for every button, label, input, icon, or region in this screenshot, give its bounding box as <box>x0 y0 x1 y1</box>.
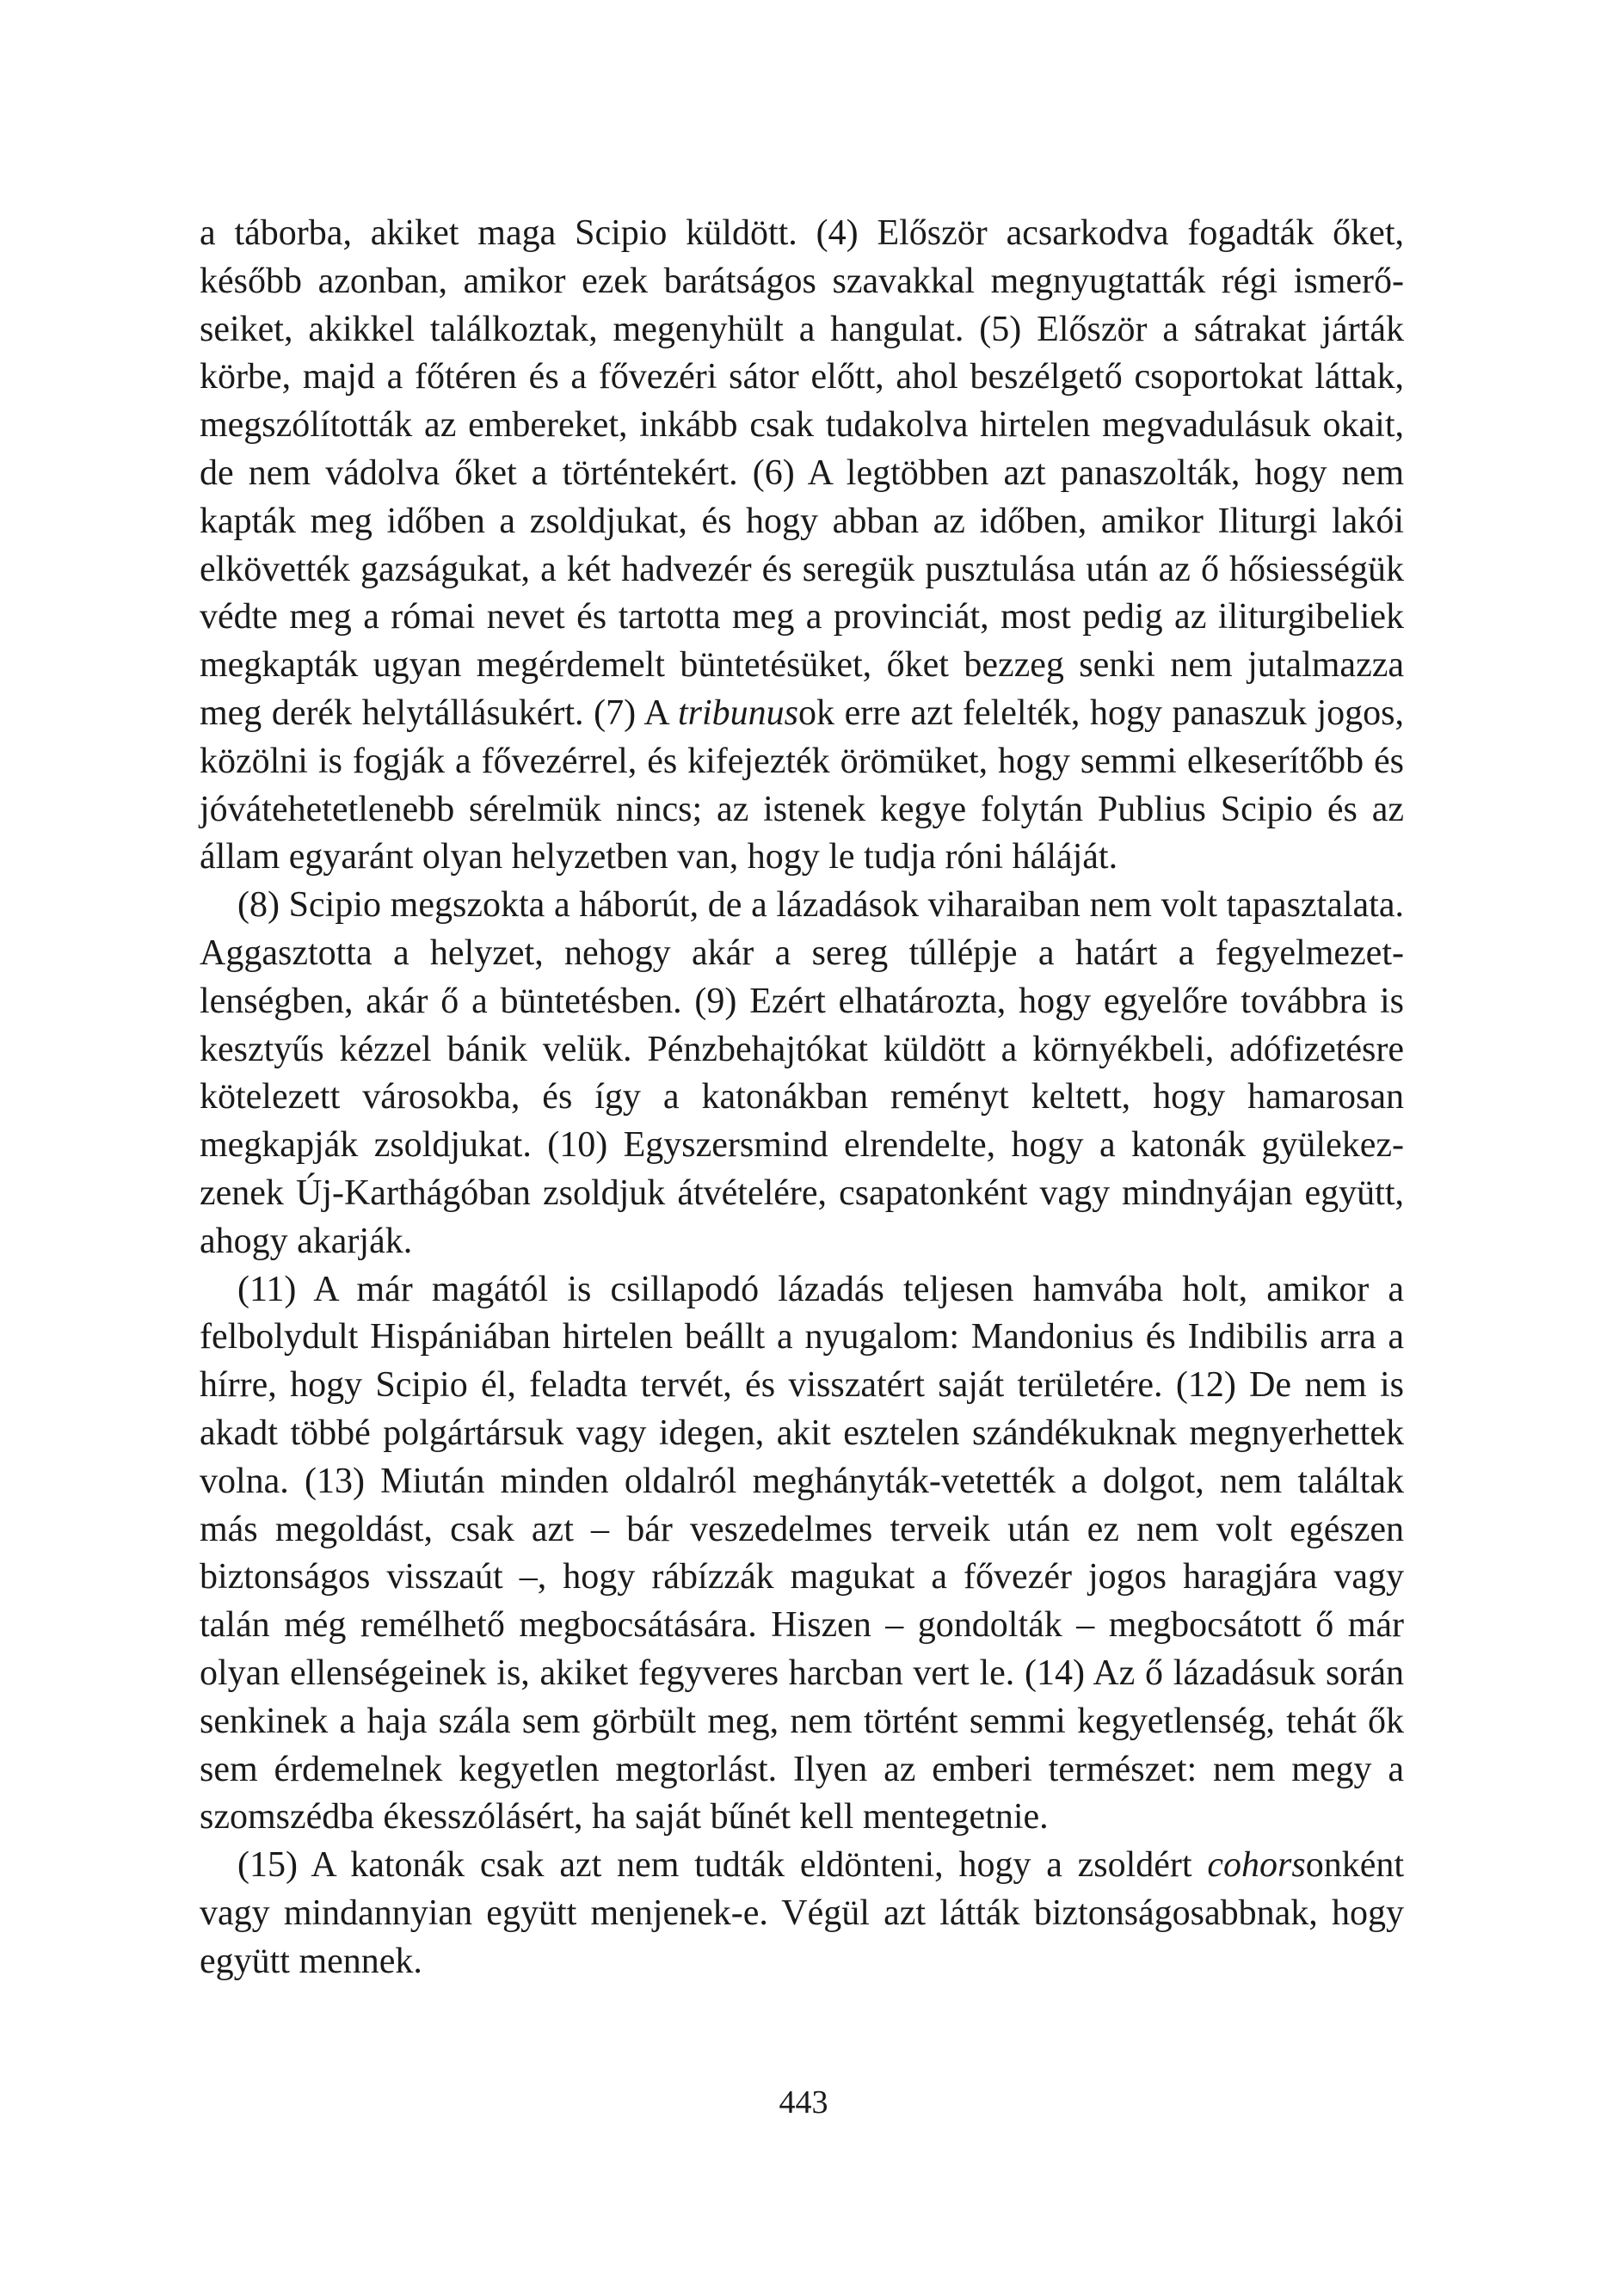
paragraph <box>200 882 1404 1265</box>
text-run: (15) A katonák csak azt nem tudták eldönteni, hogy a zsoldért <box>237 1845 1208 1886</box>
paragraph <box>200 1266 1404 1843</box>
page-body <box>200 210 1404 1985</box>
text-run: (8) Scipio megszokta a háborút, de a lázadások viharaiban nem volt tapasztalata. Aggasztotta a helyzet, nehogy akár a sereg túllépje a határt a fegyelmezetlenségben, akár ő a büntetésben. (9) Ezért elhatározta, hogy egyelőre továbbra is kesztyűs kézzel bánik velük. Pénzbehajtókat küldött a környékbeli, adófizetésre kötelezett városokba, és így a katonákban reményt keltett, hogy hamarosan megkapják zsoldjukat. (10) Egyszersmind elrendelte, hogy a katonák gyülekezzenek Új-Karthágóban zsoldjuk átvételére, csapatonként vagy mindnyájan együtt, ahogy akarják. <box>200 885 1404 1261</box>
italic-term-tribunus: tribunus <box>677 692 798 733</box>
paragraph <box>200 1842 1404 1985</box>
text-run: onként vagy mindannyian együtt menjenek-e. Végül azt látták biztonságosabbnak, hogy együtt mennek. <box>200 1845 1404 1981</box>
paragraph <box>200 210 1404 882</box>
text-run: (11) A már magától is csillapodó lázadás teljesen hamvába holt, amikor a felbolydult Hispániában hirtelen beállt a nyugalom: Mandonius és Indibilis arra a hírre, hogy Scipio él, feladta tervét, és visszatért saját területére. (12) De nem is akadt többé polgártársuk vagy idegen, akit esztelen szándékuknak megnyerhettek volna. (13) Miután minden oldalról meghányták-vetették a dolgot, nem találtak más megoldást, csak azt – bár veszedelmes terveik után ez nem volt egészen biztonságos visszaút –, hogy rábízzák magukat a fővezér jogos haragjára vagy talán még remélhető megbocsátására. Hiszen – gondolták – megbocsátott ő már olyan ellenségeinek is, akiket fegyveres harcban vert le. (14) Az ő lázadásuk során senkinek a haja szála sem görbült meg, nem történt semmi kegyetlenség, tehát ők sem érdemelnek kegyetlen megtorlást. Ilyen az emberi természet: nem megy a szomszédba ékesszólásért, ha saját bűnét kell mentegetnie. <box>200 1269 1404 1837</box>
page-number: 443 <box>779 2084 828 2121</box>
text-run: ok erre azt felelték, hogy panaszuk jogos, közölni is fogják a fővezérrel, és kifejezték örömüket, hogy semmi elkeserítőbb és jóvátehetetlenebb sérelmük nincs; az istenek kegye folytán Publius Scipio és az állam egyaránt olyan helyzetben van, hogy le tudja róni háláját. <box>200 692 1404 877</box>
italic-term-cohors: cohors <box>1207 1845 1306 1886</box>
text-run: a táborba, akiket maga Scipio küldött. (4) Először acsarkodva fogadták őket, később azonban, amikor ezek barátságos szavakkal megnyugtatták régi ismerőseiket, akikkel találkoztak, megenyhült a hangulat. (5) Először a sátrakat járták körbe, majd a főtéren és a fővezéri sátor előtt, ahol beszélgető csoportokat láttak, megszólították az embereket, inkább csak tudakolva hirtelen megvadulásuk okait, de nem vádolva őket a történtekért. (6) A legtöbben azt panaszolták, hogy nem kapták meg időben a zsoldjukat, és hogy abban az időben, amikor Iliturgi lakói elkövették gazságukat, a két hadvezér és seregük pusztulása után az ő hősiességük védte meg a római nevet és tartotta meg a provinciát, most pedig az iliturgibeliek megkapták ugyan megérdemelt büntetésüket, őket bezzeg senki nem jutalmazza meg derék helytállásukért. (7) A <box>200 213 1404 733</box>
